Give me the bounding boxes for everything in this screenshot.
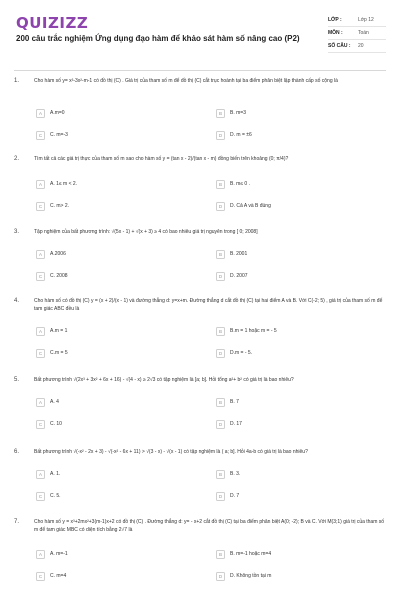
question-text: Bất phương trình √(2x³ + 3x² + 6x + 16) - √(4 - x) ≥ 2√3 có tập nghiệm là [a; b]. Hỏi tổng a²+ b² có giá trị là bao nhiêu? — [34, 377, 294, 383]
option-c[interactable] — [36, 347, 68, 359]
option-letter-box: D — [216, 272, 225, 281]
meta-value: 20 — [358, 43, 364, 49]
option-b[interactable] — [216, 396, 239, 408]
option-letter-box: D — [216, 572, 225, 581]
option-text: A.m=0 — [50, 110, 65, 116]
option-a[interactable] — [36, 248, 66, 260]
option-letter-box: C — [36, 349, 45, 358]
meta-label: MÔN : — [328, 30, 343, 36]
option-letter-box: B — [216, 327, 225, 336]
quizizz-logo: QUIZIZZ — [16, 14, 89, 32]
option-d[interactable] — [216, 570, 271, 582]
option-text: B. m=-1 hoặc m=4 — [230, 551, 272, 557]
option-text: D. 2007 — [230, 273, 248, 279]
option-a[interactable] — [36, 468, 60, 480]
option-letter-box: A — [36, 180, 45, 189]
document-title: 200 câu trắc nghiệm Ứng dụng đạo hàm để khảo sát hàm số nâng cao (P2) — [16, 34, 300, 43]
option-text: C. 10 — [50, 421, 62, 427]
option-letter-box: D — [216, 349, 225, 358]
option-d[interactable] — [216, 200, 271, 212]
meta-label: LỚP : — [328, 17, 342, 23]
option-letter-box: B — [216, 550, 225, 559]
meta-value: Lớp 12 — [358, 17, 374, 23]
option-a[interactable] — [36, 396, 59, 408]
option-text: B. m=3 — [230, 110, 246, 116]
option-text: A. 4 — [50, 399, 59, 405]
option-letter-box: D — [216, 420, 225, 429]
question-number: 2. — [14, 156, 20, 162]
question-number: 4. — [14, 298, 20, 304]
option-c[interactable] — [36, 418, 62, 430]
option-letter-box: C — [36, 202, 45, 211]
option-d[interactable] — [216, 347, 252, 359]
option-letter-box: C — [36, 131, 45, 140]
header — [0, 0, 400, 64]
option-d[interactable] — [216, 270, 248, 282]
question-text: Cho hàm số y= x³-3x²-m-1 có đồ thị (C) . Giá trị của tham số m để đồ thị (C) cắt trục hoành tại ba điểm phân biệt lập thành cấp số cộng là — [34, 78, 338, 84]
option-letter-box: C — [36, 272, 45, 281]
question-text: Tập nghiệm của bất phương trình: √(5x - 1) + √(x + 3) ≥ 4 có bao nhiêu giá trị nguyên trong [ 0; 2008] — [34, 229, 258, 235]
option-letter-box: D — [216, 131, 225, 140]
option-letter-box: B — [216, 398, 225, 407]
question-number: 3. — [14, 229, 20, 235]
question-number: 5. — [14, 377, 20, 383]
option-a[interactable] — [36, 178, 77, 190]
option-letter-box: A — [36, 550, 45, 559]
option-text: A.2006 — [50, 251, 66, 257]
option-text: B. 3. — [230, 471, 241, 477]
option-text: C. m=-3 — [50, 132, 68, 138]
meta-label: SỐ CÂU : — [328, 43, 351, 49]
option-text: C. m> 2. — [50, 203, 70, 209]
option-a[interactable] — [36, 548, 68, 560]
option-text: B.m = 1 hoặc m = - 5 — [230, 328, 277, 334]
option-letter-box: B — [216, 109, 225, 118]
question-number: 1. — [14, 78, 20, 84]
option-text: C. m=4 — [50, 573, 67, 579]
option-letter-box: B — [216, 180, 225, 189]
option-letter-box: D — [216, 202, 225, 211]
option-c[interactable] — [36, 570, 66, 582]
option-c[interactable] — [36, 490, 61, 502]
question-text: Bất phương trình √(-x² - 2x + 3) - √(-x² - 6x + 11) > √(3 - x) - √(x - 1) có tập nghiệm là ( a; b]. Hỏi 4a-b có giá trị là bao nhiêu? — [34, 449, 308, 455]
question-text: Cho hàm số y = x³+2mx²+3(m-1)x+2 có đồ thị (C) . Đường thẳng d: y= - x+2 cắt đồ thị (C) tại ba điểm phân biệt A(0; -2); B và C. Với M(3;1) giá trị của tham số m để tam giác MBC có diện tích bằng 2√7 là — [34, 519, 385, 533]
header-divider — [14, 70, 386, 71]
option-b[interactable] — [216, 178, 250, 190]
option-letter-box: C — [36, 420, 45, 429]
option-a[interactable] — [36, 325, 67, 337]
option-letter-box: D — [216, 492, 225, 501]
option-letter-box: A — [36, 250, 45, 259]
option-text: A. 1≤ m < 2. — [50, 181, 78, 187]
option-d[interactable] — [216, 490, 239, 502]
option-text: D. 17 — [230, 421, 242, 427]
option-letter-box: A — [36, 109, 45, 118]
option-letter-box: C — [36, 572, 45, 581]
option-a[interactable] — [36, 107, 65, 119]
option-text: C. 2008 — [50, 273, 68, 279]
meta-subject — [328, 27, 386, 40]
option-text: D. 7 — [230, 493, 240, 499]
option-c[interactable] — [36, 270, 68, 282]
option-letter-box: A — [36, 470, 45, 479]
question-text: Tìm tất cả các giá trị thực của tham số m sao cho hàm số y = (tan x - 2)/(tan x - m) đồng biến trên khoảng (0; π/4)? — [34, 156, 289, 162]
option-letter-box: A — [36, 398, 45, 407]
meta-panel — [328, 14, 386, 53]
question-number: 6. — [14, 449, 20, 455]
option-text: B. 2001 — [230, 251, 248, 257]
option-text: B. 7 — [230, 399, 239, 405]
meta-value: Toán — [358, 30, 369, 36]
option-text: C.m = 5 — [50, 350, 68, 356]
option-text: B. m≤ 0 . — [230, 181, 250, 187]
option-text: D. Không tồn tại m — [230, 573, 272, 579]
meta-count — [328, 40, 386, 53]
option-b[interactable] — [216, 107, 246, 119]
option-text: D. Cả A và B đúng — [230, 203, 271, 209]
option-b[interactable] — [216, 248, 247, 260]
option-letter-box: B — [216, 470, 225, 479]
option-text: D. m = ±6 — [230, 132, 252, 138]
option-text: D.m = - 5. — [230, 350, 253, 356]
meta-class — [328, 14, 386, 27]
option-text: C. 5. — [50, 493, 61, 499]
question-text: Cho hàm số có đồ thị (C) y = (x + 2)/(x - 1) và đường thẳng d: y=x+m. Đường thẳng d cắt đồ thị (C) tại hai điểm A và B. Với C(-2; 5) , giá trị của tham số m để tam giác ABC đều là — [34, 298, 383, 312]
option-letter-box: B — [216, 250, 225, 259]
option-d[interactable] — [216, 129, 252, 141]
option-b[interactable] — [216, 548, 271, 560]
option-c[interactable] — [36, 200, 69, 212]
option-text: A.m = 1 — [50, 328, 68, 334]
option-letter-box: C — [36, 492, 45, 501]
option-text: A. m=-1 — [50, 551, 68, 557]
option-d[interactable] — [216, 418, 242, 430]
option-text: A. 1. — [50, 471, 61, 477]
option-b[interactable] — [216, 468, 240, 480]
option-c[interactable] — [36, 129, 68, 141]
question-number: 7. — [14, 519, 20, 525]
option-b[interactable] — [216, 325, 277, 337]
option-letter-box: A — [36, 327, 45, 336]
